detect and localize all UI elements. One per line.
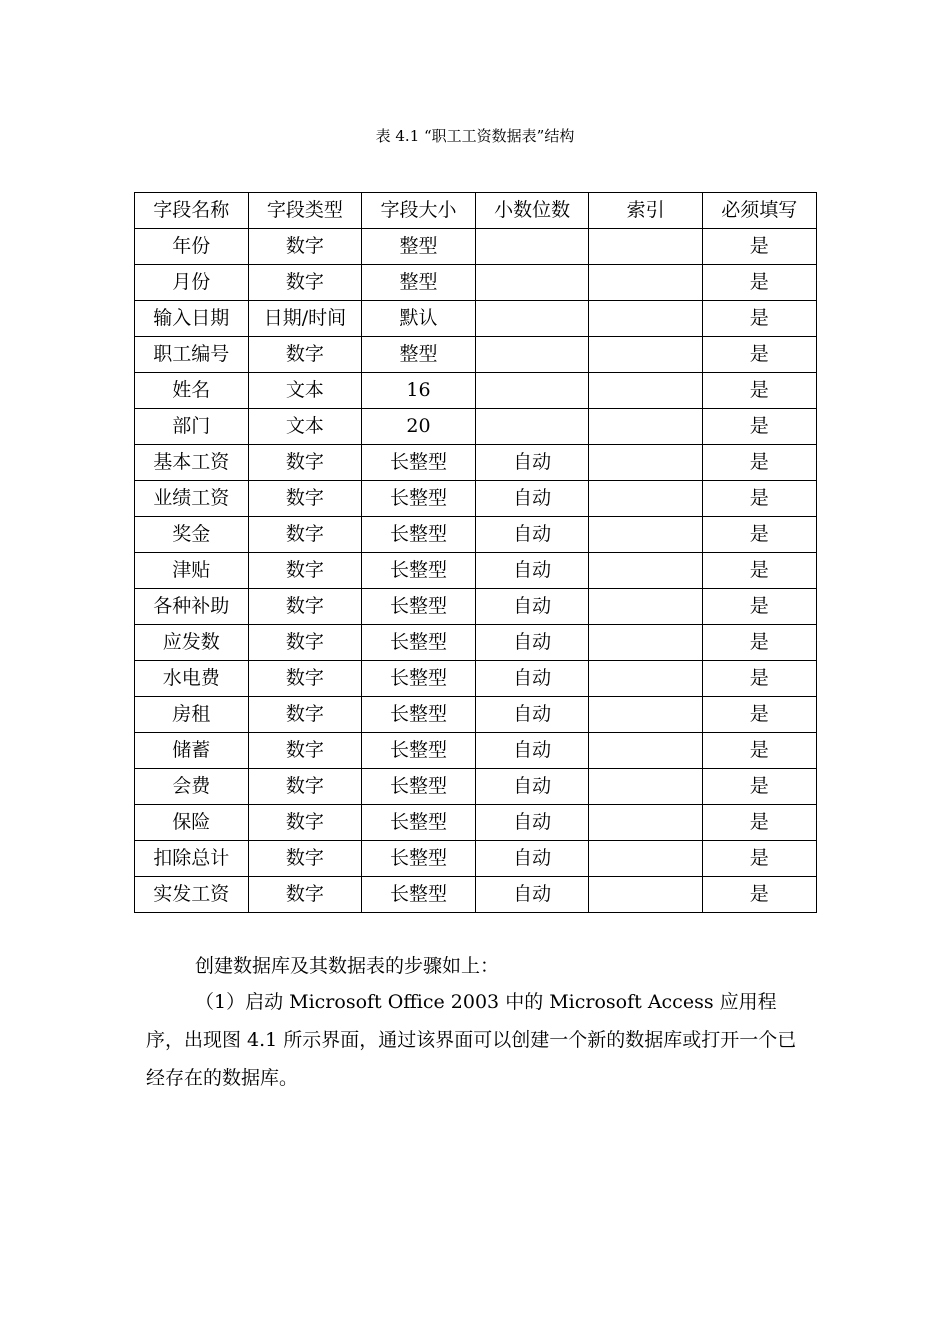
table-caption: 表 4.1 “职工工资数据表”结构 bbox=[375, 127, 575, 145]
cell-field-size: 长整型 bbox=[362, 733, 476, 769]
cell-field-type: 文本 bbox=[248, 409, 362, 445]
cell-field-size: 长整型 bbox=[362, 841, 476, 877]
table-row bbox=[135, 229, 817, 265]
cell-required: 是 bbox=[702, 373, 816, 409]
cell-field-size: 长整型 bbox=[362, 445, 476, 481]
cell-field-name: 扣除总计 bbox=[135, 841, 249, 877]
cell-field-type: 数字 bbox=[248, 517, 362, 553]
cell-field-type: 数字 bbox=[248, 841, 362, 877]
table-body bbox=[135, 229, 817, 913]
cell-decimal-places: 自动 bbox=[475, 589, 589, 625]
cell-field-type: 数字 bbox=[248, 661, 362, 697]
cell-index bbox=[589, 265, 703, 301]
table-row bbox=[135, 337, 817, 373]
cell-decimal-places: 自动 bbox=[475, 733, 589, 769]
table-row bbox=[135, 625, 817, 661]
cell-field-name: 实发工资 bbox=[135, 877, 249, 913]
cell-decimal-places: 自动 bbox=[475, 517, 589, 553]
table-row bbox=[135, 841, 817, 877]
cell-field-name: 津贴 bbox=[135, 553, 249, 589]
cell-field-size: 长整型 bbox=[362, 697, 476, 733]
cell-field-type: 数字 bbox=[248, 733, 362, 769]
cell-field-name: 姓名 bbox=[135, 373, 249, 409]
cell-decimal-places: 自动 bbox=[475, 481, 589, 517]
cell-field-type: 数字 bbox=[248, 877, 362, 913]
body-paragraph: 创建数据库及其数据表的步骤如上： bbox=[195, 955, 500, 977]
cell-required: 是 bbox=[702, 877, 816, 913]
cell-field-name: 水电费 bbox=[135, 661, 249, 697]
cell-field-size: 长整型 bbox=[362, 589, 476, 625]
cell-field-type: 数字 bbox=[248, 481, 362, 517]
cell-required: 是 bbox=[702, 229, 816, 265]
cell-field-name: 部门 bbox=[135, 409, 249, 445]
cell-decimal-places: 自动 bbox=[475, 661, 589, 697]
cell-decimal-places bbox=[475, 337, 589, 373]
table-row bbox=[135, 805, 817, 841]
cell-decimal-places: 自动 bbox=[475, 697, 589, 733]
cell-field-name: 奖金 bbox=[135, 517, 249, 553]
cell-index bbox=[589, 553, 703, 589]
body-paragraph: （1）启动 Microsoft Office 2003 中的 Microsoft Access 应用程序，出现图 4.1 所示界面，通过该界面可以创建一个新的数据库或打开一个已经存在的数据库。 bbox=[146, 991, 797, 1089]
cell-field-size: 长整型 bbox=[362, 769, 476, 805]
header-index: 索引 bbox=[589, 193, 703, 229]
cell-field-type: 数字 bbox=[248, 769, 362, 805]
cell-index bbox=[589, 841, 703, 877]
cell-field-size: 长整型 bbox=[362, 805, 476, 841]
cell-decimal-places bbox=[475, 373, 589, 409]
cell-field-size: 20 bbox=[362, 409, 476, 445]
cell-index bbox=[589, 589, 703, 625]
cell-field-name: 输入日期 bbox=[135, 301, 249, 337]
cell-required: 是 bbox=[702, 409, 816, 445]
field-structure-table bbox=[134, 192, 817, 913]
cell-required: 是 bbox=[702, 661, 816, 697]
header-field-type: 字段类型 bbox=[248, 193, 362, 229]
cell-decimal-places: 自动 bbox=[475, 553, 589, 589]
cell-field-name: 职工编号 bbox=[135, 337, 249, 373]
cell-required: 是 bbox=[702, 553, 816, 589]
table-row bbox=[135, 553, 817, 589]
cell-decimal-places: 自动 bbox=[475, 445, 589, 481]
cell-index bbox=[589, 229, 703, 265]
cell-field-name: 应发数 bbox=[135, 625, 249, 661]
cell-decimal-places bbox=[475, 409, 589, 445]
cell-field-size: 长整型 bbox=[362, 517, 476, 553]
cell-field-type: 数字 bbox=[248, 697, 362, 733]
table-row bbox=[135, 373, 817, 409]
cell-required: 是 bbox=[702, 805, 816, 841]
cell-index bbox=[589, 697, 703, 733]
cell-field-size: 长整型 bbox=[362, 481, 476, 517]
cell-field-type: 数字 bbox=[248, 625, 362, 661]
table-row bbox=[135, 517, 817, 553]
cell-field-name: 房租 bbox=[135, 697, 249, 733]
cell-field-name: 年份 bbox=[135, 229, 249, 265]
cell-required: 是 bbox=[702, 625, 816, 661]
cell-decimal-places: 自动 bbox=[475, 841, 589, 877]
cell-required: 是 bbox=[702, 517, 816, 553]
cell-field-type: 数字 bbox=[248, 229, 362, 265]
table-row bbox=[135, 481, 817, 517]
cell-decimal-places: 自动 bbox=[475, 805, 589, 841]
cell-index bbox=[589, 661, 703, 697]
cell-field-name: 基本工资 bbox=[135, 445, 249, 481]
table-row bbox=[135, 265, 817, 301]
cell-field-size: 整型 bbox=[362, 229, 476, 265]
cell-field-name: 会费 bbox=[135, 769, 249, 805]
cell-field-size: 整型 bbox=[362, 337, 476, 373]
cell-field-type: 数字 bbox=[248, 337, 362, 373]
cell-index bbox=[589, 805, 703, 841]
cell-index bbox=[589, 517, 703, 553]
cell-field-name: 保险 bbox=[135, 805, 249, 841]
cell-decimal-places: 自动 bbox=[475, 877, 589, 913]
header-field-size: 字段大小 bbox=[362, 193, 476, 229]
cell-index bbox=[589, 301, 703, 337]
table-row bbox=[135, 877, 817, 913]
cell-field-name: 各种补助 bbox=[135, 589, 249, 625]
cell-field-size: 默认 bbox=[362, 301, 476, 337]
cell-index bbox=[589, 877, 703, 913]
cell-index bbox=[589, 733, 703, 769]
cell-field-type: 数字 bbox=[248, 589, 362, 625]
cell-field-size: 长整型 bbox=[362, 877, 476, 913]
table-row bbox=[135, 445, 817, 481]
cell-required: 是 bbox=[702, 481, 816, 517]
cell-field-size: 16 bbox=[362, 373, 476, 409]
cell-field-name: 月份 bbox=[135, 265, 249, 301]
cell-index bbox=[589, 337, 703, 373]
cell-index bbox=[589, 625, 703, 661]
cell-index bbox=[589, 409, 703, 445]
header-decimal-places: 小数位数 bbox=[475, 193, 589, 229]
table-row bbox=[135, 733, 817, 769]
header-required: 必须填写 bbox=[702, 193, 816, 229]
cell-field-type: 数字 bbox=[248, 265, 362, 301]
table-header-row bbox=[135, 193, 817, 229]
table-row bbox=[135, 697, 817, 733]
cell-field-name: 业绩工资 bbox=[135, 481, 249, 517]
cell-index bbox=[589, 373, 703, 409]
cell-required: 是 bbox=[702, 769, 816, 805]
cell-required: 是 bbox=[702, 589, 816, 625]
cell-decimal-places: 自动 bbox=[475, 769, 589, 805]
cell-decimal-places: 自动 bbox=[475, 625, 589, 661]
table-row bbox=[135, 769, 817, 805]
cell-required: 是 bbox=[702, 445, 816, 481]
cell-index bbox=[589, 769, 703, 805]
cell-field-size: 长整型 bbox=[362, 625, 476, 661]
cell-decimal-places bbox=[475, 301, 589, 337]
cell-decimal-places bbox=[475, 229, 589, 265]
cell-field-type: 数字 bbox=[248, 445, 362, 481]
table-row bbox=[135, 589, 817, 625]
cell-field-type: 日期/时间 bbox=[248, 301, 362, 337]
table-row bbox=[135, 661, 817, 697]
cell-required: 是 bbox=[702, 733, 816, 769]
cell-required: 是 bbox=[702, 301, 816, 337]
cell-field-size: 整型 bbox=[362, 265, 476, 301]
cell-field-size: 长整型 bbox=[362, 661, 476, 697]
cell-index bbox=[589, 445, 703, 481]
table-row bbox=[135, 409, 817, 445]
cell-field-type: 数字 bbox=[248, 553, 362, 589]
cell-decimal-places bbox=[475, 265, 589, 301]
cell-index bbox=[589, 481, 703, 517]
cell-required: 是 bbox=[702, 265, 816, 301]
header-field-name: 字段名称 bbox=[135, 193, 249, 229]
cell-field-type: 数字 bbox=[248, 805, 362, 841]
cell-field-type: 文本 bbox=[248, 373, 362, 409]
cell-field-name: 储蓄 bbox=[135, 733, 249, 769]
cell-required: 是 bbox=[702, 697, 816, 733]
table-row bbox=[135, 301, 817, 337]
cell-field-size: 长整型 bbox=[362, 553, 476, 589]
cell-required: 是 bbox=[702, 337, 816, 373]
cell-required: 是 bbox=[702, 841, 816, 877]
